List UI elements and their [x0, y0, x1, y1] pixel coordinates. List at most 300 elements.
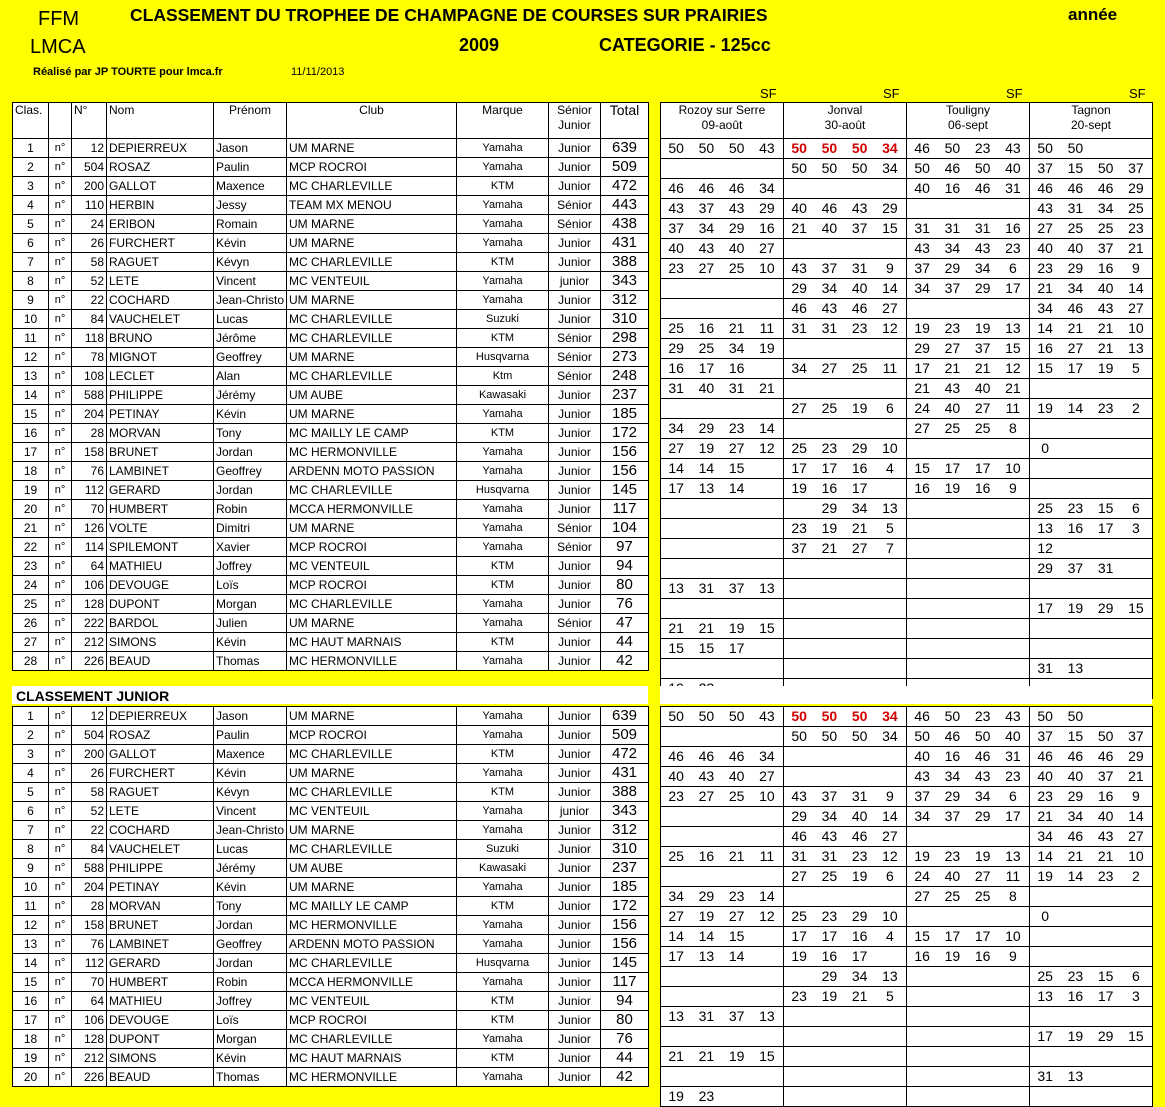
score-value: 29 — [698, 420, 715, 436]
score-value: 21 — [1097, 340, 1114, 356]
club-cell: MCCA HERMONVILLE — [287, 500, 457, 519]
event-scores-cell — [784, 279, 907, 299]
event-scores-cell — [784, 459, 907, 479]
score-value: 6 — [885, 400, 894, 416]
lmca-label: LMCA — [30, 36, 86, 58]
number-cell: 12 — [72, 707, 107, 726]
table-row — [13, 443, 649, 462]
event-scores-cell — [784, 767, 907, 787]
event-scores-cell — [1030, 319, 1153, 339]
nom-cell: BARDOL — [107, 614, 214, 633]
score-value: 21 — [1005, 380, 1021, 396]
event-scores-cell — [907, 519, 1030, 539]
marque-cell: Yamaha — [457, 500, 549, 519]
score-value: 21 — [1067, 320, 1084, 336]
score-value: 34 — [791, 360, 807, 376]
event-scores-cell — [661, 299, 784, 319]
score-value: 23 — [791, 520, 807, 536]
table-row — [13, 633, 649, 652]
score-value: 23 — [668, 260, 684, 276]
category-cell: Junior — [549, 177, 601, 196]
table-row — [13, 424, 649, 443]
rank-cell: 26 — [13, 614, 49, 633]
number-cell: 106 — [72, 1011, 107, 1030]
n-cell: n° — [49, 992, 72, 1011]
nom-cell: DEPIERREUX — [107, 139, 214, 158]
score-value: 29 — [1067, 260, 1084, 276]
score-value: 21 — [668, 1048, 684, 1064]
event-scores-cell — [907, 659, 1030, 679]
score-value: 14 — [668, 928, 684, 944]
event-scores-cell — [1030, 1027, 1153, 1047]
score-value: 16 — [851, 460, 868, 476]
rank-cell: 16 — [13, 424, 49, 443]
event-scores-cell — [907, 1047, 1030, 1067]
n-cell: n° — [49, 783, 72, 802]
event-scores-cell — [784, 987, 907, 1007]
nom-cell: DEVOUGE — [107, 576, 214, 595]
score-value: 34 — [882, 708, 898, 724]
total-cell: 76 — [601, 1030, 649, 1049]
score-value: 16 — [1067, 988, 1084, 1004]
event-scores-cell — [1030, 787, 1153, 807]
n-cell: n° — [49, 462, 72, 481]
scores-row — [661, 379, 1153, 399]
club-cell: UM MARNE — [287, 291, 457, 310]
event-scores-cell — [784, 907, 907, 927]
category-cell: Junior — [549, 1068, 601, 1087]
table-row — [13, 367, 649, 386]
club-cell: MC VENTEUIL — [287, 272, 457, 291]
category-cell: Junior — [549, 633, 601, 652]
marque-cell: KTM — [457, 177, 549, 196]
total-cell: 273 — [601, 348, 649, 367]
marque-cell: Kawasaki — [457, 859, 549, 878]
prenom-cell: Jordan — [214, 443, 287, 462]
score-value: 8 — [1008, 420, 1017, 436]
category-cell: Junior — [549, 291, 601, 310]
event-scores-cell — [661, 199, 784, 219]
score-value: 19 — [914, 848, 930, 864]
event-date: 30-août — [824, 118, 866, 132]
score-value: 27 — [668, 908, 684, 924]
scores-row — [661, 559, 1153, 579]
prenom-cell: Maxence — [214, 177, 287, 196]
score-value: 29 — [944, 260, 961, 276]
event-scores-cell — [661, 619, 784, 639]
score-value: 9 — [1008, 948, 1017, 964]
score-value: 46 — [914, 140, 930, 156]
rank-cell: 19 — [13, 1049, 49, 1068]
marque-cell: Yamaha — [457, 519, 549, 538]
event-scores-cell — [1030, 139, 1153, 159]
table-row — [13, 215, 649, 234]
prenom-cell: Paulin — [214, 158, 287, 177]
table-row — [13, 1049, 649, 1068]
event-scores-cell — [784, 947, 907, 967]
event-scores-cell — [661, 947, 784, 967]
event-scores-cell — [907, 1007, 1030, 1027]
score-value: 3 — [1131, 520, 1140, 536]
score-value: 10 — [882, 440, 898, 456]
number-cell: 126 — [72, 519, 107, 538]
score-value: 37 — [944, 808, 961, 824]
rank-cell: 14 — [13, 954, 49, 973]
score-value: 34 — [728, 340, 745, 356]
total-cell: 117 — [601, 500, 649, 519]
score-value: 19 — [914, 320, 930, 336]
col-total: Total — [601, 103, 649, 143]
nom-cell: DEVOUGE — [107, 1011, 214, 1030]
marque-cell: Yamaha — [457, 935, 549, 954]
score-value: 29 — [821, 968, 838, 984]
total-cell: 639 — [601, 707, 649, 726]
score-value: 19 — [851, 868, 868, 884]
rank-cell: 3 — [13, 745, 49, 764]
score-value: 19 — [1097, 360, 1114, 376]
n-cell: n° — [49, 764, 72, 783]
table-row — [13, 272, 649, 291]
event-scores-cell — [907, 807, 1030, 827]
total-cell: 237 — [601, 859, 649, 878]
prenom-cell: Jordan — [214, 916, 287, 935]
score-value: 37 — [728, 580, 745, 596]
event-scores-cell — [661, 659, 784, 679]
scores-row — [661, 727, 1153, 747]
nom-cell: GALLOT — [107, 177, 214, 196]
score-value: 21 — [728, 320, 745, 336]
score-value: 19 — [728, 1048, 745, 1064]
event-scores-cell — [907, 1067, 1030, 1087]
event-name: Touligny — [945, 103, 991, 117]
score-value: 40 — [914, 180, 930, 196]
nom-cell: LETE — [107, 272, 214, 291]
score-value: 27 — [851, 540, 868, 556]
score-value: 46 — [1037, 748, 1053, 764]
rank-cell: 2 — [13, 726, 49, 745]
score-value: 9 — [1131, 260, 1140, 276]
club-cell: MCCA HERMONVILLE — [287, 973, 457, 992]
scores-row — [661, 987, 1153, 1007]
total-cell: 312 — [601, 821, 649, 840]
score-value: 50 — [791, 140, 807, 156]
nom-cell: LAMBINET — [107, 462, 214, 481]
scores-row — [661, 499, 1153, 519]
event-scores-cell — [1030, 399, 1153, 419]
score-value: 46 — [1067, 828, 1084, 844]
score-value: 43 — [1005, 708, 1021, 724]
score-value: 27 — [914, 420, 930, 436]
score-value: 23 — [1097, 400, 1114, 416]
score-value: 40 — [1067, 768, 1084, 784]
score-value: 13 — [882, 500, 898, 516]
total-cell: 472 — [601, 177, 649, 196]
score-value: 23 — [1005, 768, 1021, 784]
rank-cell: 11 — [13, 329, 49, 348]
event-scores-cell — [784, 579, 907, 599]
col-clas: Clas. — [13, 103, 49, 143]
score-value: 17 — [1005, 280, 1021, 296]
score-value: 16 — [668, 360, 684, 376]
category-cell: Junior — [549, 897, 601, 916]
score-value: 6 — [1008, 788, 1017, 804]
total-cell: 156 — [601, 443, 649, 462]
score-value: 19 — [698, 440, 715, 456]
total-cell: 343 — [601, 802, 649, 821]
nom-cell: MIGNOT — [107, 348, 214, 367]
score-value: 21 — [851, 520, 868, 536]
nom-cell: PHILIPPE — [107, 386, 214, 405]
prenom-cell: Jason — [214, 707, 287, 726]
score-value: 11 — [759, 848, 775, 864]
n-cell: n° — [49, 954, 72, 973]
event-scores-cell — [1030, 299, 1153, 319]
score-value: 14 — [1128, 280, 1144, 296]
n-cell: n° — [49, 916, 72, 935]
prenom-cell: Geoffrey — [214, 348, 287, 367]
score-value: 5 — [885, 988, 894, 1004]
event-scores-cell — [784, 1067, 907, 1087]
score-value: 10 — [1128, 320, 1144, 336]
n-cell: n° — [49, 745, 72, 764]
event-scores-cell — [661, 539, 784, 559]
event-scores-cell — [907, 827, 1030, 847]
ffm-label: FFM — [38, 8, 80, 30]
table-row — [13, 954, 649, 973]
prenom-cell: Morgan — [214, 1030, 287, 1049]
n-cell: n° — [49, 291, 72, 310]
score-value: 21 — [668, 620, 684, 636]
total-cell: 42 — [601, 652, 649, 671]
table-row — [13, 973, 649, 992]
n-cell: n° — [49, 481, 72, 500]
scores-row — [661, 279, 1153, 299]
rank-cell: 17 — [13, 1011, 49, 1030]
table-row — [13, 462, 649, 481]
marque-cell: Yamaha — [457, 234, 549, 253]
score-value: 50 — [851, 728, 868, 744]
n-cell: n° — [49, 234, 72, 253]
score-value: 23 — [728, 888, 745, 904]
prenom-cell: Jordan — [214, 954, 287, 973]
event-scores-cell — [661, 727, 784, 747]
score-value: 23 — [974, 140, 991, 156]
marque-cell: KTM — [457, 557, 549, 576]
event-scores-cell — [661, 279, 784, 299]
marque-cell: Yamaha — [457, 272, 549, 291]
category-cell: Sénior — [549, 538, 601, 557]
score-value: 25 — [974, 888, 991, 904]
total-cell: 509 — [601, 726, 649, 745]
table-row — [13, 1068, 649, 1087]
rank-cell: 5 — [13, 215, 49, 234]
score-value: 37 — [851, 220, 868, 236]
marque-cell: KTM — [457, 1049, 549, 1068]
score-value: 50 — [698, 708, 715, 724]
event-scores-cell — [1030, 967, 1153, 987]
score-value: 14 — [728, 948, 745, 964]
table-row — [13, 557, 649, 576]
score-value: 31 — [851, 260, 868, 276]
score-value: 43 — [698, 768, 715, 784]
event-scores-cell — [661, 639, 784, 659]
nom-cell: GERARD — [107, 954, 214, 973]
total-cell: 172 — [601, 897, 649, 916]
score-value: 40 — [698, 380, 715, 396]
score-value: 16 — [728, 360, 745, 376]
col-nom: Nom — [107, 103, 214, 143]
number-cell: 26 — [72, 764, 107, 783]
score-value: 31 — [1005, 748, 1021, 764]
total-cell: 639 — [601, 139, 649, 158]
score-value: 27 — [759, 240, 775, 256]
score-value: 46 — [851, 828, 868, 844]
score-value: 15 — [728, 928, 745, 944]
table-row — [13, 614, 649, 633]
score-value: 21 — [759, 380, 775, 396]
score-value: 16 — [698, 848, 715, 864]
score-value: 25 — [668, 848, 684, 864]
number-cell: 24 — [72, 215, 107, 234]
club-cell: TEAM MX MENOU — [287, 196, 457, 215]
score-value: 19 — [698, 908, 715, 924]
table-row — [13, 177, 649, 196]
prenom-cell: Lucas — [214, 310, 287, 329]
event-scores-cell — [1030, 519, 1153, 539]
event-scores-cell — [661, 459, 784, 479]
score-value: 13 — [1128, 340, 1144, 356]
score-value: 46 — [944, 160, 961, 176]
score-value: 17 — [944, 460, 961, 476]
score-value: 23 — [1005, 240, 1021, 256]
score-value: 50 — [698, 140, 715, 156]
score-value: 31 — [668, 380, 684, 396]
club-cell: MC CHARLEVILLE — [287, 310, 457, 329]
rank-cell: 1 — [13, 707, 49, 726]
event-scores-cell — [661, 259, 784, 279]
score-value: 37 — [821, 260, 838, 276]
score-value: 24 — [914, 868, 930, 884]
event-scores-cell — [1030, 1087, 1153, 1107]
total-cell: 237 — [601, 386, 649, 405]
marque-cell: Husqvarna — [457, 348, 549, 367]
score-value: 15 — [728, 460, 745, 476]
event-scores-cell — [1030, 279, 1153, 299]
prenom-cell: Thomas — [214, 1068, 287, 1087]
prenom-cell: Xavier — [214, 538, 287, 557]
table-row — [13, 726, 649, 745]
prenom-cell: Romain — [214, 215, 287, 234]
table-row — [13, 310, 649, 329]
event-scores-cell — [784, 727, 907, 747]
year-label: 2009 — [459, 35, 500, 55]
event-scores-cell — [907, 459, 1030, 479]
marque-cell: Yamaha — [457, 1030, 549, 1049]
score-value: 31 — [698, 580, 715, 596]
junior-scores-table — [660, 706, 1153, 1107]
score-value: 29 — [1037, 560, 1053, 576]
number-cell: 64 — [72, 992, 107, 1011]
scores-row — [661, 259, 1153, 279]
score-value: 37 — [1067, 560, 1084, 576]
score-value: 50 — [821, 160, 838, 176]
score-value: 50 — [821, 708, 838, 724]
event-scores-cell — [661, 967, 784, 987]
n-cell: n° — [49, 935, 72, 954]
number-cell: 84 — [72, 840, 107, 859]
score-value: 13 — [668, 1008, 684, 1024]
scores-row — [661, 1067, 1153, 1087]
scores-row — [661, 339, 1153, 359]
event-3-header — [907, 103, 1030, 143]
category-cell: Sénior — [549, 519, 601, 538]
score-value: 46 — [791, 828, 807, 844]
scores-row — [661, 887, 1153, 907]
score-value: 19 — [1067, 600, 1084, 616]
category-cell: Junior — [549, 935, 601, 954]
event-scores-cell — [661, 1027, 784, 1047]
score-value: 10 — [1128, 848, 1144, 864]
score-value: 19 — [1037, 400, 1053, 416]
nom-cell: FURCHERT — [107, 234, 214, 253]
score-value: 19 — [1037, 868, 1053, 884]
category-cell: Junior — [549, 253, 601, 272]
scores-row — [661, 299, 1153, 319]
event-scores-cell — [1030, 1047, 1153, 1067]
score-value: 29 — [698, 888, 715, 904]
event-scores-cell — [1030, 239, 1153, 259]
score-value: 6 — [885, 868, 894, 884]
club-cell: MC HAUT MARNAIS — [287, 1049, 457, 1068]
club-cell: MC CHARLEVILLE — [287, 840, 457, 859]
score-value: 40 — [851, 808, 868, 824]
marque-cell: Yamaha — [457, 462, 549, 481]
event-scores-cell — [1030, 379, 1153, 399]
score-value: 14 — [1067, 400, 1084, 416]
score-value: 31 — [791, 848, 807, 864]
scores-row — [661, 639, 1153, 659]
category-cell: Junior — [549, 745, 601, 764]
score-value: 19 — [728, 620, 745, 636]
score-value: 46 — [668, 180, 684, 196]
event-scores-cell — [1030, 827, 1153, 847]
general-scores-table — [660, 138, 1153, 699]
marque-cell: Yamaha — [457, 291, 549, 310]
marque-cell: Yamaha — [457, 878, 549, 897]
scores-row — [661, 519, 1153, 539]
score-value: 21 — [1128, 240, 1144, 256]
club-cell: MC VENTEUIL — [287, 992, 457, 1011]
score-value: 29 — [974, 280, 991, 296]
score-value: 46 — [1067, 300, 1084, 316]
score-value: 13 — [698, 480, 715, 496]
event-scores-cell — [661, 1087, 784, 1107]
score-value: 50 — [914, 160, 930, 176]
score-value: 21 — [1037, 808, 1053, 824]
number-cell: 112 — [72, 481, 107, 500]
score-value: 37 — [914, 260, 930, 276]
score-value: 12 — [759, 440, 775, 456]
score-value: 50 — [1097, 728, 1114, 744]
score-value: 13 — [1067, 1068, 1084, 1084]
score-value: 23 — [698, 1088, 715, 1104]
category-cell: Junior — [549, 405, 601, 424]
score-value: 23 — [974, 708, 991, 724]
event-scores-cell — [661, 359, 784, 379]
score-value: 43 — [728, 200, 745, 216]
club-cell: MCP ROCROI — [287, 576, 457, 595]
nom-cell: RAGUET — [107, 783, 214, 802]
